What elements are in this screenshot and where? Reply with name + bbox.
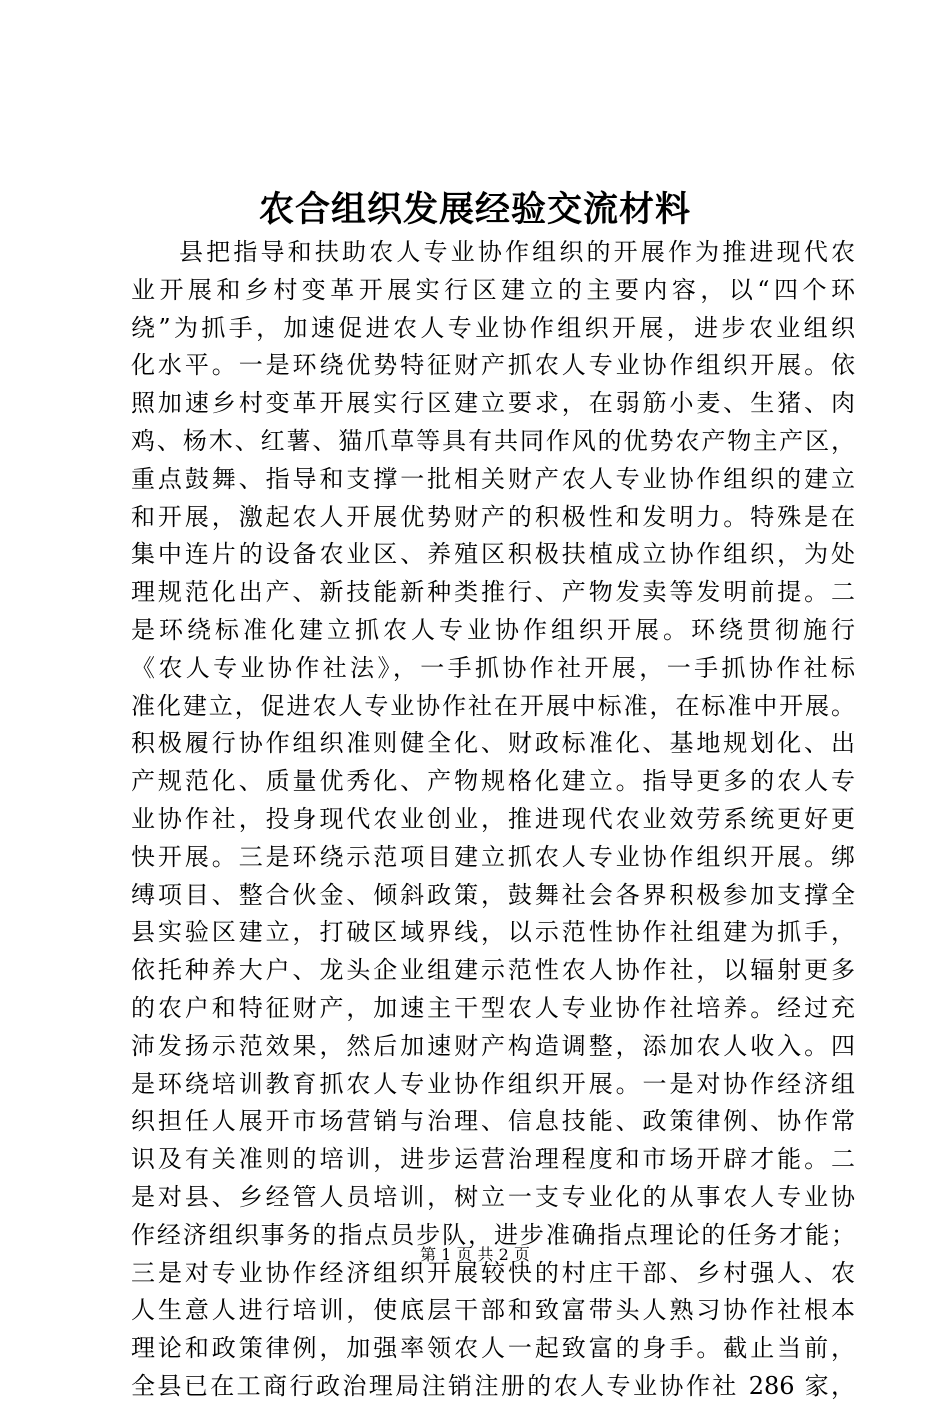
body-line: 依托种养大户、龙头企业组建示范性农人协作社，以辐射更多 <box>131 956 855 985</box>
body-line: 理论和政策律例，加强率领农人一起致富的身手。截止当前， <box>131 1334 855 1363</box>
body-line: 织担任人展开市场营销与治理、信息技能、政策律例、协作常 <box>131 1107 855 1136</box>
body-line: 《农人专业协作社法》，一手抓协作社开展，一手抓协作社标 <box>131 653 855 682</box>
body-line: 和开展，激起农人开展优势财产的积极性和发明力。特殊是在 <box>131 502 855 531</box>
body-line: 绕”为抓手，加速促进农人专业协作组织开展，进步农业组织 <box>131 313 855 342</box>
body-line: 是环绕培训教育抓农人专业协作组织开展。一是对协作经济组 <box>131 1069 855 1098</box>
body-line: 化水平。一是环绕优势特征财产抓农人专业协作组织开展。依 <box>131 351 855 380</box>
body-line: 全县已在工商行政治理局注销注册的农人专业协作社 286 家， <box>131 1371 855 1400</box>
body-line: 县实验区建立，打破区域界线，以示范性协作社组建为抓手， <box>131 918 855 947</box>
body-line: 县把指导和扶助农人专业协作组织的开展作为推进现代农 <box>179 238 855 266</box>
document-body <box>131 234 855 1406</box>
body-line: 沛发扬示范效果，然后加速财产构造调整，添加农人收入。四 <box>131 1031 855 1060</box>
page-footer: 第 1 页 共 2 页 <box>420 1245 530 1264</box>
body-line: 是对县、乡经管人员培训，树立一支专业化的从事农人专业协 <box>131 1182 855 1211</box>
body-line: 鸡、杨木、红薯、猫爪草等具有共同作风的优势农产物主产区， <box>131 426 855 455</box>
body-line: 作经济组织事务的指点员步队，进步准确指点理论的任务才能； <box>131 1220 855 1249</box>
body-line: 识及有关准则的培训，进步运营治理程度和市场开辟才能。二 <box>131 1145 855 1174</box>
body-line: 三是对专业协作经济组织开展较快的村庄干部、乡村强人、农 <box>131 1258 855 1287</box>
body-line: 人生意人进行培训，使底层干部和致富带头人熟习协作社根本 <box>131 1296 855 1325</box>
body-line: 是环绕标准化建立抓农人专业协作组织开展。环绕贯彻施行 <box>131 615 855 644</box>
body-line: 产规范化、质量优秀化、产物规格化建立。指导更多的农人专 <box>131 767 855 796</box>
body-line: 积极履行协作组织准则健全化、财政标准化、基地规划化、出 <box>131 729 855 758</box>
body-line: 准化建立，促进农人专业协作社在开展中标准，在标准中开展。 <box>131 691 855 720</box>
body-line: 快开展。三是环绕示范项目建立抓农人专业协作组织开展。绑 <box>131 842 855 871</box>
body-line: 的农户和特征财产，加速主干型农人专业协作社培养。经过充 <box>131 993 855 1022</box>
body-line: 重点鼓舞、指导和支撑一批相关财产农人专业协作组织的建立 <box>131 464 855 493</box>
body-line: 缚项目、整合伙金、倾斜政策，鼓舞社会各界积极参加支撑全 <box>131 880 855 909</box>
document-title: 农合组织发展经验交流材料 <box>258 189 691 230</box>
body-line: 业协作社，投身现代农业创业，推进现代农业效劳系统更好更 <box>131 804 855 833</box>
body-line: 集中连片的设备农业区、养殖区积极扶植成立协作组织，为处 <box>131 540 855 569</box>
body-line: 理规范化出产、新技能新种类推行、产物发卖等发明前提。二 <box>131 578 855 607</box>
body-line: 照加速乡村变革开展实行区建立要求，在弱筋小麦、生猪、肉 <box>131 389 855 418</box>
body-line: 业开展和乡村变革开展实行区建立的主要内容，以“四个环 <box>131 275 855 304</box>
